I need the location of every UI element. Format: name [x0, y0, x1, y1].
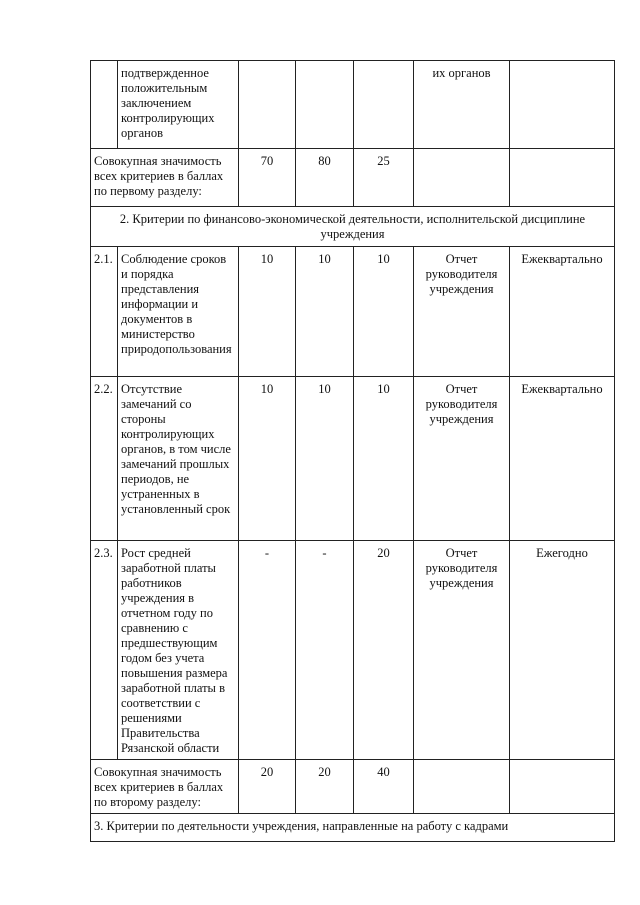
criterion-text: подтвержденное положительным заключением контролирующих органов — [118, 61, 239, 149]
value-cell — [239, 61, 296, 149]
source-cell — [414, 149, 510, 207]
period-cell: Ежеквартально — [510, 377, 615, 541]
table-row — [91, 377, 615, 541]
row-number: 2.2. — [91, 377, 118, 541]
total-label: Совокупная значимость всех критериев в баллах по первому разделу: — [91, 149, 239, 207]
value-cell: 20 — [354, 541, 414, 760]
table-row-total — [91, 760, 615, 814]
table-row — [91, 541, 615, 760]
criteria-table — [90, 60, 615, 842]
total-label: Совокупная значимость всех критериев в баллах по второму разделу: — [91, 760, 239, 814]
row-number: 2.3. — [91, 541, 118, 760]
value-cell: 80 — [296, 149, 354, 207]
criterion-text: Соблюдение сроков и порядка представления информации и документов в министерство природопользования — [118, 247, 239, 377]
period-cell: Ежеквартально — [510, 247, 615, 377]
value-cell: - — [296, 541, 354, 760]
value-cell — [354, 61, 414, 149]
source-cell: Отчет руководителя учреждения — [414, 247, 510, 377]
row-number — [91, 61, 118, 149]
section-header — [91, 814, 615, 842]
value-cell: 10 — [296, 377, 354, 541]
value-cell: 20 — [296, 760, 354, 814]
table-row-total — [91, 149, 615, 207]
section-header — [91, 207, 615, 247]
period-cell: Ежегодно — [510, 541, 615, 760]
value-cell: 20 — [239, 760, 296, 814]
section-title: 3. Критерии по деятельности учреждения, направленные на работу с кадрами — [91, 814, 615, 842]
value-cell: 70 — [239, 149, 296, 207]
section-title: 2. Критерии по финансово-экономической деятельности, исполнительской дисциплине учреждения — [91, 207, 615, 247]
source-cell: Отчет руководителя учреждения — [414, 377, 510, 541]
criterion-text: Отсутствие замечаний со стороны контролирующих органов, в том числе замечаний прошлых периодов, не устраненных в установленный срок — [118, 377, 239, 541]
value-cell: 25 — [354, 149, 414, 207]
value-cell — [296, 61, 354, 149]
value-cell: 10 — [354, 377, 414, 541]
value-cell: - — [239, 541, 296, 760]
source-cell: их органов — [414, 61, 510, 149]
table-row — [91, 61, 615, 149]
value-cell: 10 — [239, 377, 296, 541]
value-cell: 40 — [354, 760, 414, 814]
value-cell: 10 — [239, 247, 296, 377]
value-cell: 10 — [354, 247, 414, 377]
period-cell — [510, 760, 615, 814]
criterion-text: Рост средней заработной платы работников учреждения в отчетном году по сравнению с предшествующим годом без учета повышения размера заработной платы в соответствии с решениями Правительства Рязанской области — [118, 541, 239, 760]
table-row — [91, 247, 615, 377]
source-cell — [414, 760, 510, 814]
row-number: 2.1. — [91, 247, 118, 377]
period-cell — [510, 61, 615, 149]
value-cell: 10 — [296, 247, 354, 377]
source-cell: Отчет руководителя учреждения — [414, 541, 510, 760]
period-cell — [510, 149, 615, 207]
